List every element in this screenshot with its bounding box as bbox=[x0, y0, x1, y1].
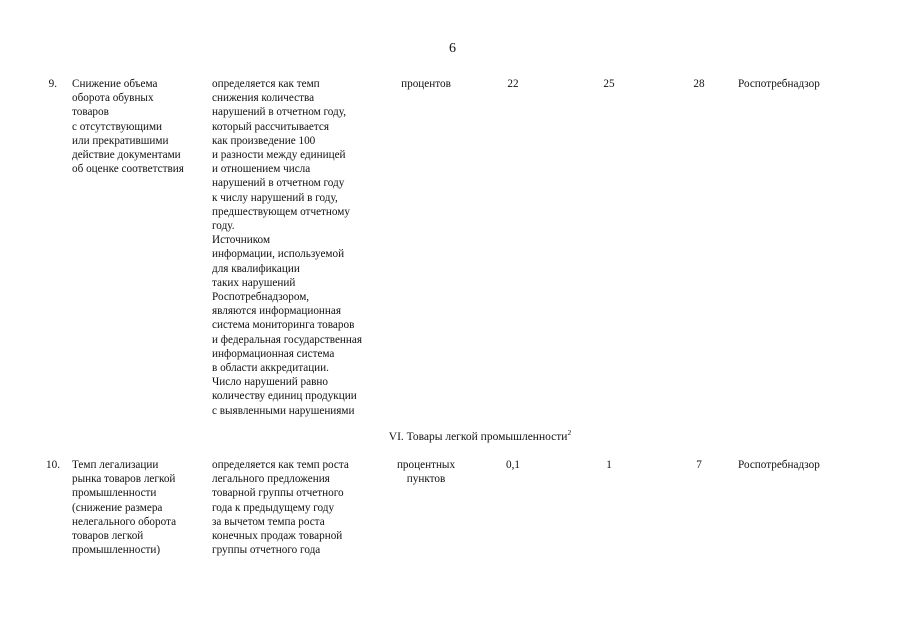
text-line: (снижение размера bbox=[72, 501, 163, 514]
unit bbox=[385, 458, 467, 486]
text-line: Источником bbox=[212, 234, 271, 247]
value-3: 7 bbox=[696, 459, 702, 471]
text-line: и отношением числа bbox=[212, 163, 311, 176]
row-number: 9. bbox=[48, 78, 57, 90]
text-line: предшествующем отчетному bbox=[212, 205, 350, 218]
page-number: 6 bbox=[449, 41, 456, 56]
text-line: легального предложения bbox=[212, 473, 330, 486]
text-line: или прекратившими bbox=[72, 134, 169, 147]
text-line: промышленности) bbox=[72, 544, 161, 557]
text-line: рынка товаров легкой bbox=[72, 473, 176, 486]
text-line: нелегального оборота bbox=[72, 515, 177, 528]
indicator-name bbox=[72, 458, 207, 557]
text-line: товарной группы отчетного bbox=[212, 487, 344, 500]
text-line: Роспотребнадзором, bbox=[212, 291, 310, 304]
text-line: в области аккредитации. bbox=[212, 362, 329, 375]
text-line: система мониторинга товаров bbox=[212, 319, 355, 332]
text-line: который рассчитывается bbox=[212, 120, 330, 133]
text-line: информационная система bbox=[212, 347, 335, 360]
value-1: 0,1 bbox=[506, 459, 520, 471]
text-line: определяется как темп bbox=[212, 78, 320, 90]
text-line: информации, используемой bbox=[212, 248, 345, 261]
responsible-agency: Роспотребнадзор bbox=[738, 459, 820, 471]
value-1: 22 bbox=[507, 78, 519, 90]
row-number: 10. bbox=[46, 459, 60, 471]
text-line: группы отчетного года bbox=[212, 544, 321, 557]
text-line: процентных bbox=[396, 459, 456, 471]
text-line: с отсутствующими bbox=[72, 120, 163, 133]
text-line: Число нарушений равно bbox=[212, 376, 328, 389]
text-line: конечных продаж товарной bbox=[212, 530, 343, 543]
text-line: к числу нарушений в году, bbox=[212, 191, 338, 204]
text-line: таких нарушений bbox=[212, 276, 296, 289]
text-line: и федеральная государственная bbox=[212, 333, 363, 346]
value-3: 28 bbox=[693, 78, 705, 90]
value-2: 25 bbox=[603, 78, 615, 90]
text-line: определяется как темп роста bbox=[212, 459, 349, 471]
text-line: за вычетом темпа роста bbox=[212, 515, 325, 528]
unit bbox=[385, 77, 467, 91]
text-line: являются информационная bbox=[212, 305, 342, 318]
text-line: промышленности bbox=[72, 487, 157, 500]
section-heading bbox=[300, 430, 660, 444]
text-line: процентов bbox=[401, 78, 451, 90]
text-line: об оценке соответствия bbox=[72, 163, 184, 176]
text-line: года к предыдущему году bbox=[212, 501, 335, 514]
text-line: для квалификации bbox=[212, 262, 300, 275]
calculation-method bbox=[212, 458, 382, 557]
text-line: снижения количества bbox=[212, 92, 315, 105]
text-line: товаров bbox=[72, 106, 109, 119]
text-line: Снижение объема bbox=[72, 78, 158, 90]
text-line: нарушений в отчетном году, bbox=[212, 106, 347, 119]
text-line: действие документами bbox=[72, 149, 181, 162]
value-2: 1 bbox=[606, 459, 612, 471]
footnote-mark: 2 bbox=[567, 428, 572, 438]
text-line: оборота обувных bbox=[72, 92, 154, 105]
indicator-name bbox=[72, 77, 207, 176]
text-line: нарушений в отчетном году bbox=[212, 177, 345, 190]
text-line: Темп легализации bbox=[72, 459, 159, 471]
responsible-agency: Роспотребнадзор bbox=[738, 78, 820, 90]
text-line: пунктов bbox=[406, 473, 446, 486]
section-title: VI. Товары легкой промышленности bbox=[388, 431, 568, 443]
text-line: товаров легкой bbox=[72, 530, 144, 543]
text-line: с выявленными нарушениями bbox=[212, 404, 355, 417]
text-line: и разности между единицей bbox=[212, 149, 346, 162]
text-line: как произведение 100 bbox=[212, 134, 316, 147]
text-line: году. bbox=[212, 220, 235, 233]
text-line: количеству единиц продукции bbox=[212, 390, 357, 403]
calculation-method bbox=[212, 77, 382, 418]
